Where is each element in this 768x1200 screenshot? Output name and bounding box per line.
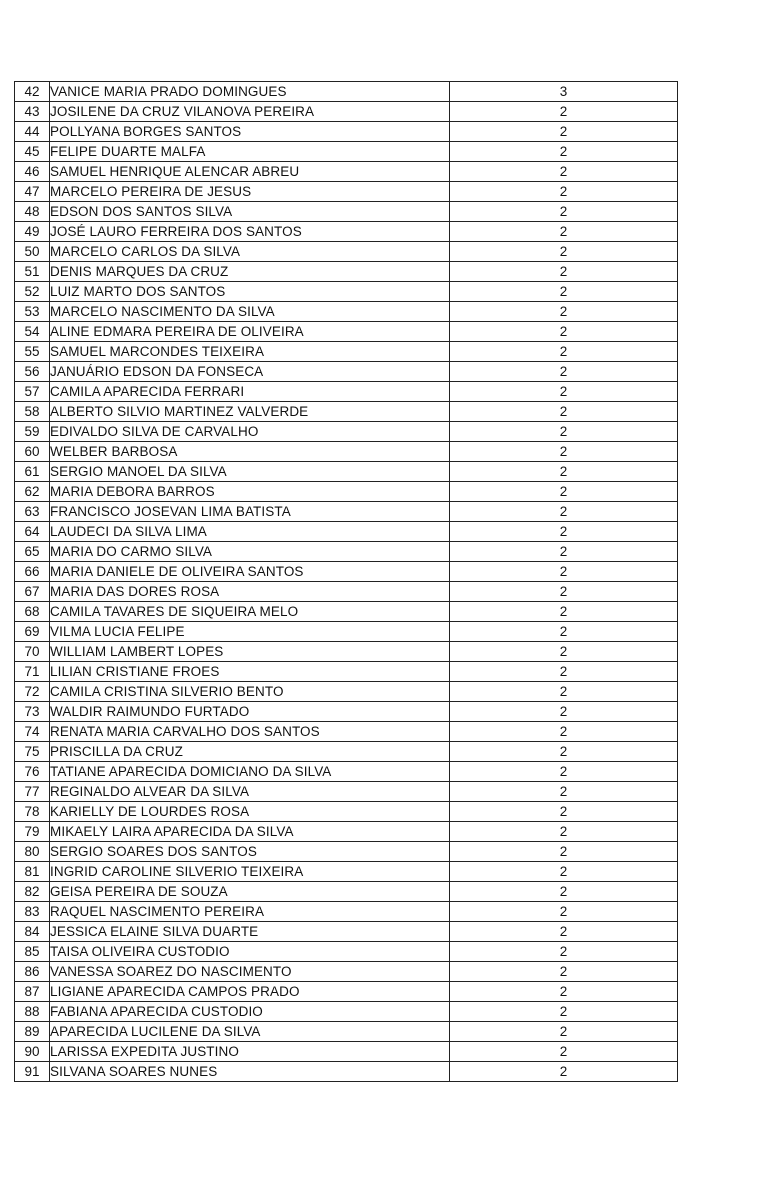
table-row xyxy=(15,822,678,842)
name-cell: LIGIANE APARECIDA CAMPOS PRADO xyxy=(50,982,450,1002)
value-cell: 2 xyxy=(450,102,678,122)
row-number-cell: 63 xyxy=(15,502,50,522)
value-cell: 2 xyxy=(450,222,678,242)
row-number-cell: 68 xyxy=(15,602,50,622)
table-row xyxy=(15,662,678,682)
name-cell: JESSICA ELAINE SILVA DUARTE xyxy=(50,922,450,942)
row-number-cell: 57 xyxy=(15,382,50,402)
name-cell: JANUÁRIO EDSON DA FONSECA xyxy=(50,362,450,382)
row-number-cell: 76 xyxy=(15,762,50,782)
table-row xyxy=(15,482,678,502)
value-cell: 2 xyxy=(450,962,678,982)
row-number-cell: 90 xyxy=(15,1042,50,1062)
name-cell: SERGIO SOARES DOS SANTOS xyxy=(50,842,450,862)
row-number-cell: 67 xyxy=(15,582,50,602)
row-number-cell: 86 xyxy=(15,962,50,982)
row-number-cell: 72 xyxy=(15,682,50,702)
row-number-cell: 53 xyxy=(15,302,50,322)
row-number-cell: 64 xyxy=(15,522,50,542)
row-number-cell: 73 xyxy=(15,702,50,722)
value-cell: 2 xyxy=(450,342,678,362)
table-row xyxy=(15,562,678,582)
row-number-cell: 51 xyxy=(15,262,50,282)
value-cell: 2 xyxy=(450,782,678,802)
name-cell: MARIA DO CARMO SILVA xyxy=(50,542,450,562)
value-cell: 2 xyxy=(450,122,678,142)
value-cell: 2 xyxy=(450,362,678,382)
value-cell: 2 xyxy=(450,762,678,782)
name-cell: KARIELLY DE LOURDES ROSA xyxy=(50,802,450,822)
table-row xyxy=(15,962,678,982)
name-cell: ALINE EDMARA PEREIRA DE OLIVEIRA xyxy=(50,322,450,342)
name-cell: MARCELO CARLOS DA SILVA xyxy=(50,242,450,262)
roster-table-body xyxy=(15,82,678,1082)
value-cell: 2 xyxy=(450,562,678,582)
table-row xyxy=(15,82,678,102)
table-row xyxy=(15,642,678,662)
table-row xyxy=(15,782,678,802)
table-row xyxy=(15,402,678,422)
row-number-cell: 59 xyxy=(15,422,50,442)
row-number-cell: 80 xyxy=(15,842,50,862)
table-row xyxy=(15,702,678,722)
row-number-cell: 45 xyxy=(15,142,50,162)
name-cell: JOSÉ LAURO FERREIRA DOS SANTOS xyxy=(50,222,450,242)
value-cell: 2 xyxy=(450,802,678,822)
value-cell: 2 xyxy=(450,502,678,522)
name-cell: VANESSA SOAREZ DO NASCIMENTO xyxy=(50,962,450,982)
row-number-cell: 54 xyxy=(15,322,50,342)
name-cell: LAUDECI DA SILVA LIMA xyxy=(50,522,450,542)
row-number-cell: 88 xyxy=(15,1002,50,1022)
value-cell: 2 xyxy=(450,1022,678,1042)
table-row xyxy=(15,102,678,122)
row-number-cell: 44 xyxy=(15,122,50,142)
value-cell: 2 xyxy=(450,882,678,902)
value-cell: 2 xyxy=(450,1002,678,1022)
row-number-cell: 82 xyxy=(15,882,50,902)
value-cell: 2 xyxy=(450,582,678,602)
table-row xyxy=(15,902,678,922)
row-number-cell: 61 xyxy=(15,462,50,482)
value-cell: 2 xyxy=(450,722,678,742)
name-cell: VILMA LUCIA FELIPE xyxy=(50,622,450,642)
table-row xyxy=(15,922,678,942)
name-cell: SAMUEL HENRIQUE ALENCAR ABREU xyxy=(50,162,450,182)
value-cell: 2 xyxy=(450,662,678,682)
table-row xyxy=(15,1042,678,1062)
name-cell: APARECIDA LUCILENE DA SILVA xyxy=(50,1022,450,1042)
value-cell: 2 xyxy=(450,742,678,762)
table-row xyxy=(15,522,678,542)
value-cell: 2 xyxy=(450,402,678,422)
value-cell: 2 xyxy=(450,922,678,942)
row-number-cell: 75 xyxy=(15,742,50,762)
name-cell: RENATA MARIA CARVALHO DOS SANTOS xyxy=(50,722,450,742)
row-number-cell: 52 xyxy=(15,282,50,302)
row-number-cell: 62 xyxy=(15,482,50,502)
value-cell: 2 xyxy=(450,702,678,722)
table-row xyxy=(15,342,678,362)
name-cell: WILLIAM LAMBERT LOPES xyxy=(50,642,450,662)
row-number-cell: 74 xyxy=(15,722,50,742)
row-number-cell: 56 xyxy=(15,362,50,382)
value-cell: 2 xyxy=(450,602,678,622)
name-cell: TATIANE APARECIDA DOMICIANO DA SILVA xyxy=(50,762,450,782)
name-cell: TAISA OLIVEIRA CUSTODIO xyxy=(50,942,450,962)
row-number-cell: 71 xyxy=(15,662,50,682)
value-cell: 2 xyxy=(450,1062,678,1082)
name-cell: FABIANA APARECIDA CUSTODIO xyxy=(50,1002,450,1022)
value-cell: 2 xyxy=(450,462,678,482)
value-cell: 2 xyxy=(450,202,678,222)
table-row xyxy=(15,802,678,822)
value-cell: 2 xyxy=(450,942,678,962)
name-cell: WELBER BARBOSA xyxy=(50,442,450,462)
table-row xyxy=(15,322,678,342)
row-number-cell: 47 xyxy=(15,182,50,202)
table-row xyxy=(15,622,678,642)
value-cell: 2 xyxy=(450,182,678,202)
table-row xyxy=(15,242,678,262)
value-cell: 2 xyxy=(450,422,678,442)
name-cell: EDSON DOS SANTOS SILVA xyxy=(50,202,450,222)
name-cell: CAMILA TAVARES DE SIQUEIRA MELO xyxy=(50,602,450,622)
value-cell: 2 xyxy=(450,262,678,282)
name-cell: REGINALDO ALVEAR DA SILVA xyxy=(50,782,450,802)
name-cell: WALDIR RAIMUNDO FURTADO xyxy=(50,702,450,722)
row-number-cell: 42 xyxy=(15,82,50,102)
name-cell: EDIVALDO SILVA DE CARVALHO xyxy=(50,422,450,442)
row-number-cell: 55 xyxy=(15,342,50,362)
table-row xyxy=(15,842,678,862)
roster-table xyxy=(14,81,678,1082)
row-number-cell: 78 xyxy=(15,802,50,822)
name-cell: MARCELO NASCIMENTO DA SILVA xyxy=(50,302,450,322)
table-row xyxy=(15,602,678,622)
name-cell: DENIS MARQUES DA CRUZ xyxy=(50,262,450,282)
name-cell: FRANCISCO JOSEVAN LIMA BATISTA xyxy=(50,502,450,522)
name-cell: MARIA DEBORA BARROS xyxy=(50,482,450,502)
table-row xyxy=(15,542,678,562)
value-cell: 2 xyxy=(450,902,678,922)
value-cell: 2 xyxy=(450,242,678,262)
table-row xyxy=(15,1062,678,1082)
row-number-cell: 43 xyxy=(15,102,50,122)
row-number-cell: 87 xyxy=(15,982,50,1002)
value-cell: 2 xyxy=(450,282,678,302)
table-row xyxy=(15,462,678,482)
value-cell: 2 xyxy=(450,382,678,402)
document-page xyxy=(14,81,678,1082)
table-row xyxy=(15,862,678,882)
name-cell: VANICE MARIA PRADO DOMINGUES xyxy=(50,82,450,102)
value-cell: 3 xyxy=(450,82,678,102)
table-row xyxy=(15,202,678,222)
row-number-cell: 85 xyxy=(15,942,50,962)
value-cell: 2 xyxy=(450,842,678,862)
row-number-cell: 50 xyxy=(15,242,50,262)
row-number-cell: 66 xyxy=(15,562,50,582)
name-cell: MIKAELY LAIRA APARECIDA DA SILVA xyxy=(50,822,450,842)
table-row xyxy=(15,762,678,782)
name-cell: ALBERTO SILVIO MARTINEZ VALVERDE xyxy=(50,402,450,422)
row-number-cell: 58 xyxy=(15,402,50,422)
value-cell: 2 xyxy=(450,982,678,1002)
row-number-cell: 77 xyxy=(15,782,50,802)
name-cell: SERGIO MANOEL DA SILVA xyxy=(50,462,450,482)
name-cell: MARIA DANIELE DE OLIVEIRA SANTOS xyxy=(50,562,450,582)
table-row xyxy=(15,122,678,142)
table-row xyxy=(15,282,678,302)
row-number-cell: 69 xyxy=(15,622,50,642)
table-row xyxy=(15,582,678,602)
table-row xyxy=(15,1002,678,1022)
table-row xyxy=(15,982,678,1002)
row-number-cell: 46 xyxy=(15,162,50,182)
value-cell: 2 xyxy=(450,542,678,562)
table-row xyxy=(15,882,678,902)
table-row xyxy=(15,222,678,242)
row-number-cell: 65 xyxy=(15,542,50,562)
name-cell: LUIZ MARTO DOS SANTOS xyxy=(50,282,450,302)
table-row xyxy=(15,502,678,522)
name-cell: CAMILA APARECIDA FERRARI xyxy=(50,382,450,402)
table-row xyxy=(15,682,678,702)
value-cell: 2 xyxy=(450,622,678,642)
row-number-cell: 89 xyxy=(15,1022,50,1042)
value-cell: 2 xyxy=(450,142,678,162)
name-cell: GEISA PEREIRA DE SOUZA xyxy=(50,882,450,902)
row-number-cell: 70 xyxy=(15,642,50,662)
name-cell: PRISCILLA DA CRUZ xyxy=(50,742,450,762)
row-number-cell: 84 xyxy=(15,922,50,942)
row-number-cell: 79 xyxy=(15,822,50,842)
table-row xyxy=(15,1022,678,1042)
value-cell: 2 xyxy=(450,862,678,882)
value-cell: 2 xyxy=(450,682,678,702)
name-cell: RAQUEL NASCIMENTO PEREIRA xyxy=(50,902,450,922)
table-row xyxy=(15,722,678,742)
table-row xyxy=(15,382,678,402)
table-row xyxy=(15,262,678,282)
name-cell: SILVANA SOARES NUNES xyxy=(50,1062,450,1082)
table-row xyxy=(15,302,678,322)
name-cell: INGRID CAROLINE SILVERIO TEIXEIRA xyxy=(50,862,450,882)
name-cell: JOSILENE DA CRUZ VILANOVA PEREIRA xyxy=(50,102,450,122)
table-row xyxy=(15,162,678,182)
name-cell: LILIAN CRISTIANE FROES xyxy=(50,662,450,682)
table-row xyxy=(15,182,678,202)
name-cell: FELIPE DUARTE MALFA xyxy=(50,142,450,162)
table-row xyxy=(15,422,678,442)
name-cell: SAMUEL MARCONDES TEIXEIRA xyxy=(50,342,450,362)
value-cell: 2 xyxy=(450,1042,678,1062)
value-cell: 2 xyxy=(450,442,678,462)
value-cell: 2 xyxy=(450,162,678,182)
row-number-cell: 48 xyxy=(15,202,50,222)
row-number-cell: 81 xyxy=(15,862,50,882)
name-cell: MARIA DAS DORES ROSA xyxy=(50,582,450,602)
name-cell: POLLYANA BORGES SANTOS xyxy=(50,122,450,142)
row-number-cell: 91 xyxy=(15,1062,50,1082)
value-cell: 2 xyxy=(450,322,678,342)
table-row xyxy=(15,142,678,162)
table-row xyxy=(15,362,678,382)
row-number-cell: 60 xyxy=(15,442,50,462)
name-cell: MARCELO PEREIRA DE JESUS xyxy=(50,182,450,202)
value-cell: 2 xyxy=(450,642,678,662)
row-number-cell: 83 xyxy=(15,902,50,922)
value-cell: 2 xyxy=(450,482,678,502)
table-row xyxy=(15,742,678,762)
table-row xyxy=(15,942,678,962)
row-number-cell: 49 xyxy=(15,222,50,242)
name-cell: CAMILA CRISTINA SILVERIO BENTO xyxy=(50,682,450,702)
value-cell: 2 xyxy=(450,522,678,542)
value-cell: 2 xyxy=(450,302,678,322)
table-row xyxy=(15,442,678,462)
value-cell: 2 xyxy=(450,822,678,842)
name-cell: LARISSA EXPEDITA JUSTINO xyxy=(50,1042,450,1062)
